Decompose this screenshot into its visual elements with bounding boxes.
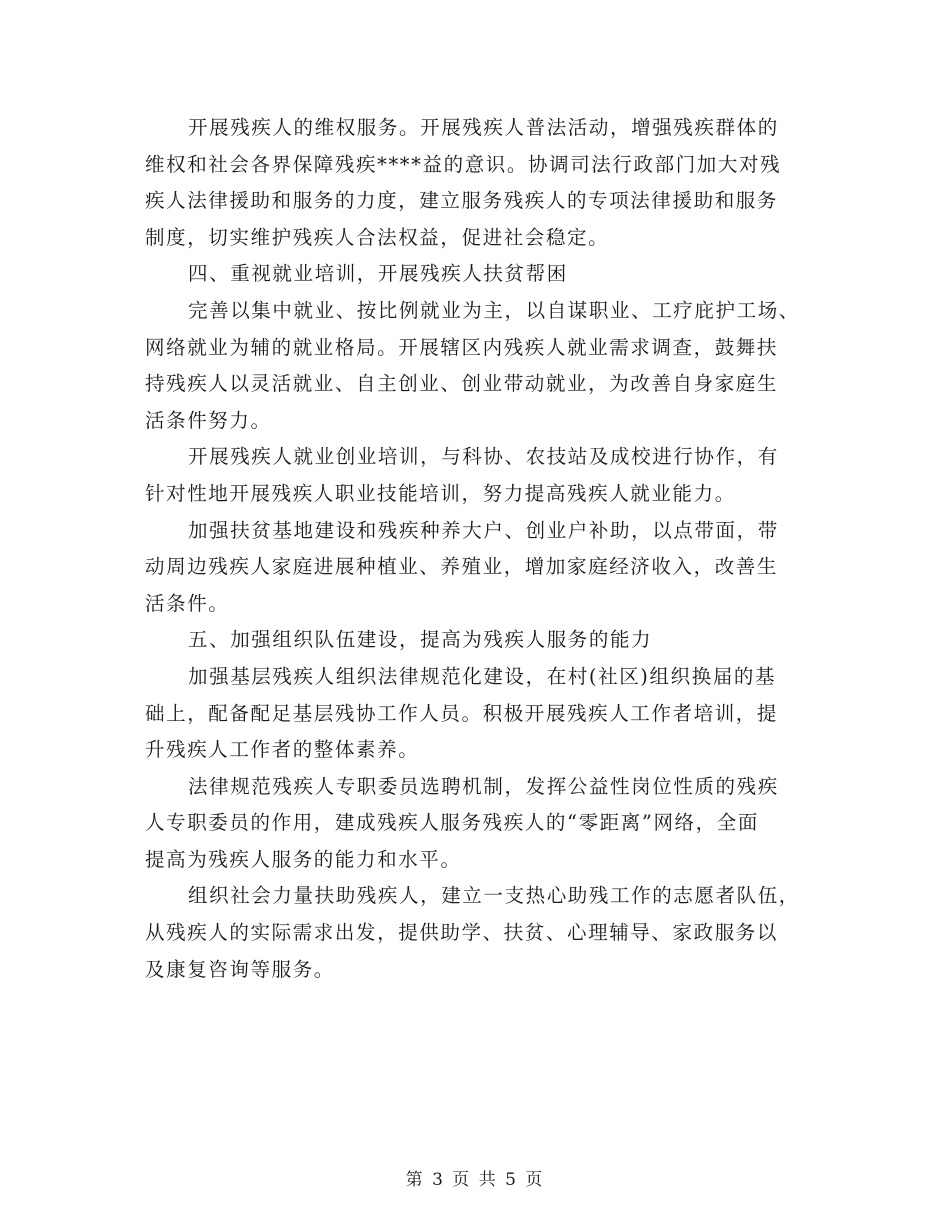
text-line: 开展残疾人就业创业培训，与科协、农技站及成校进行协作，有 [188, 445, 779, 469]
page-number-footer: 第 3 页 共 5 页 [405, 1170, 545, 1190]
text-line: 组织社会力量扶助残疾人，建立一支热心助残工作的志愿者队伍， [188, 884, 800, 908]
text-line: 疾人法律援助和服务的力度，建立服务残疾人的专项法律援助和服务 [145, 189, 779, 213]
text-line: 动周边残疾人家庭进展种植业、养殖业，增加家庭经济收入，改善生 [145, 555, 779, 579]
text-line: 网络就业为辅的就业格局。开展辖区内残疾人就业需求调查，鼓舞扶 [145, 335, 779, 359]
text-line: 础上，配备配足基层残协工作人员。积极开展残疾人工作者培训，提 [145, 701, 779, 725]
text-line: 提高为残疾人服务的能力和水平。 [145, 847, 462, 871]
section-heading-4: 四、重视就业培训，开展残疾人扶贫帮困 [188, 262, 568, 286]
text-line: 及康复咨询等服务。 [145, 957, 335, 981]
text-line: 加强扶贫基地建设和残疾种养大户、创业户补助，以点带面，带 [188, 518, 779, 542]
text-line: 法律规范残疾人专职委员选聘机制，发挥公益性岗位性质的残疾 [188, 774, 779, 798]
text-line: 加强基层残疾人组织法律规范化建设，在村(社区)组织换届的基 [188, 664, 777, 688]
text-line: 升残疾人工作者的整体素养。 [145, 738, 420, 762]
text-line: 活条件努力。 [145, 408, 272, 432]
text-line: 制度，切实维护残疾人合法权益，促进社会稳定。 [145, 225, 610, 249]
text-line: 人专职委员的作用，建成残疾人服务残疾人的“零距离”网络，全面 [145, 811, 759, 835]
text-line: 活条件。 [145, 591, 230, 615]
text-line: 持残疾人以灵活就业、自主创业、创业带动就业，为改善自身家庭生 [145, 372, 779, 396]
document-body [145, 110, 810, 988]
text-line: 针对性地开展残疾人职业技能培训，努力提高残疾人就业能力。 [145, 481, 736, 505]
text-line: 从残疾人的实际需求出发，提供助学、扶贫、心理辅导、家政服务以 [145, 921, 779, 945]
text-line: 完善以集中就业、按比例就业为主，以自谋职业、工疗庇护工场、 [188, 298, 800, 322]
section-heading-5: 五、加强组织队伍建设，提高为残疾人服务的能力 [188, 628, 653, 652]
text-line: 维权和社会各界保障残疾****益的意识。协调司法行政部门加大对残 [145, 152, 782, 176]
text-line: 开展残疾人的维权服务。开展残疾人普法活动，增强残疾群体的 [188, 116, 779, 139]
